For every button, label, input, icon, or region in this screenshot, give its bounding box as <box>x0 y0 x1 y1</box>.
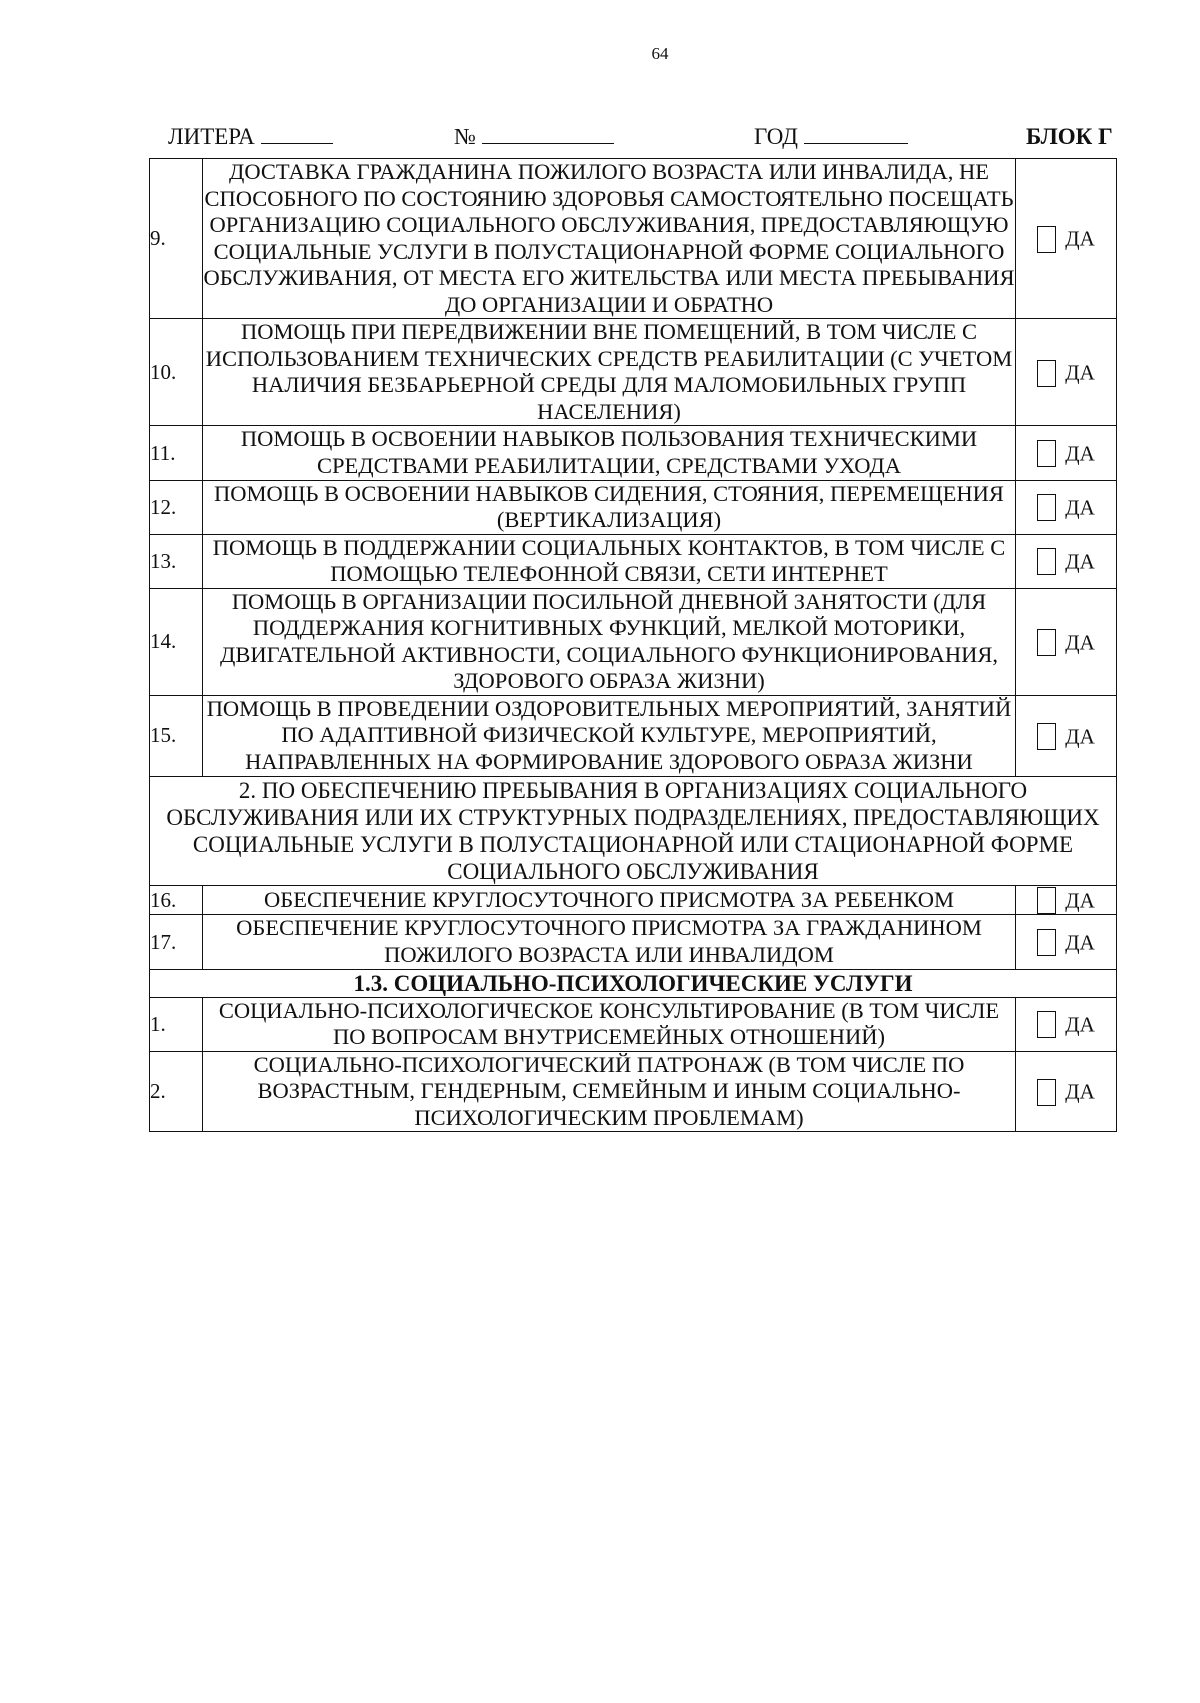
yes-label: ДА <box>1065 549 1095 574</box>
section-2-heading: 2. ПО ОБЕСПЕЧЕНИЮ ПРЕБЫВАНИЯ В ОРГАНИЗАЦИЯХ СОЦИАЛЬНОГО ОБСЛУЖИВАНИЯ ИЛИ ИХ СТРУКТУРНЫХ ПОДРАЗДЕЛЕНИЯХ, ПРЕДОСТАВЛЯЮЩИХ СОЦИАЛЬНЫЕ УСЛУГИ В ПОЛУСТАЦИОНАРНОЙ ИЛИ СТАЦИОНАРНОЙ ФОРМЕ СОЦИАЛЬНОГО ОБСЛУЖИВАНИЯ <box>150 776 1117 886</box>
row-number: 10. <box>150 319 203 426</box>
section-1-3-row <box>150 969 1117 997</box>
section-1-3-title: 1.3. СОЦИАЛЬНО-ПСИХОЛОГИЧЕСКИЕ УСЛУГИ <box>150 969 1117 997</box>
yes-checkbox-cell <box>1016 534 1117 588</box>
litera-group <box>168 124 333 150</box>
service-row <box>150 426 1117 480</box>
service-row <box>150 588 1117 695</box>
yes-label: ДА <box>1065 495 1095 520</box>
service-description: ПОМОЩЬ В ОСВОЕНИИ НАВЫКОВ СИДЕНИЯ, СТОЯНИЯ, ПЕРЕМЕЩЕНИЯ (ВЕРТИКАЛИЗАЦИЯ) <box>203 480 1016 534</box>
yes-checkbox[interactable] <box>1037 548 1056 575</box>
yes-checkbox-cell <box>1016 1051 1117 1132</box>
service-row <box>150 319 1117 426</box>
yes-label: ДА <box>1065 1012 1095 1037</box>
service-description: СОЦИАЛЬНО-ПСИХОЛОГИЧЕСКОЕ КОНСУЛЬТИРОВАНИЕ (В ТОМ ЧИСЛЕ ПО ВОПРОСАМ ВНУТРИСЕМЕЙНЫХ ОТНОШЕНИЙ) <box>203 997 1016 1051</box>
yes-checkbox-cell <box>1016 588 1117 695</box>
yes-checkbox-cell <box>1016 997 1117 1051</box>
rows-group-b <box>150 886 1117 969</box>
year-group <box>754 124 908 150</box>
yes-checkbox[interactable] <box>1037 360 1056 387</box>
yes-checkbox[interactable] <box>1037 629 1056 656</box>
yes-checkbox[interactable] <box>1037 226 1056 253</box>
row-number: 2. <box>150 1051 203 1132</box>
service-description: ПОМОЩЬ В ОСВОЕНИИ НАВЫКОВ ПОЛЬЗОВАНИЯ ТЕХНИЧЕСКИМИ СРЕДСТВАМИ РЕАБИЛИТАЦИИ, СРЕДСТВАМИ УХОДА <box>203 426 1016 480</box>
yes-label: ДА <box>1065 441 1095 466</box>
row-number: 11. <box>150 426 203 480</box>
row-number: 13. <box>150 534 203 588</box>
page-number: 64 <box>651 44 669 63</box>
service-row <box>150 915 1117 969</box>
rows-group-c <box>150 997 1117 1132</box>
yes-checkbox[interactable] <box>1037 1011 1056 1038</box>
service-description: ПОМОЩЬ ПРИ ПЕРЕДВИЖЕНИИ ВНЕ ПОМЕЩЕНИЙ, В ТОМ ЧИСЛЕ С ИСПОЛЬЗОВАНИЕМ ТЕХНИЧЕСКИХ СРЕДСТВ РЕАБИЛИТАЦИИ (С УЧЕТОМ НАЛИЧИЯ БЕЗБАРЬЕРНОЙ СРЕДЫ ДЛЯ МАЛОМОБИЛЬНЫХ ГРУПП НАСЕЛЕНИЯ) <box>203 319 1016 426</box>
yes-checkbox-cell <box>1016 159 1117 319</box>
service-row <box>150 695 1117 776</box>
service-description: ПОМОЩЬ В ПРОВЕДЕНИИ ОЗДОРОВИТЕЛЬНЫХ МЕРОПРИЯТИЙ, ЗАНЯТИЙ ПО АДАПТИВНОЙ ФИЗИЧЕСКОЙ КУЛЬТУРЕ, МЕРОПРИЯТИЙ, НАПРАВЛЕННЫХ НА ФОРМИРОВАНИЕ ЗДОРОВОГО ОБРАЗА ЖИЗНИ <box>203 695 1016 776</box>
yes-checkbox[interactable] <box>1037 440 1056 467</box>
yes-checkbox-cell <box>1016 886 1117 915</box>
yes-label: ДА <box>1065 360 1095 385</box>
form-header <box>168 124 1123 156</box>
yes-checkbox-cell <box>1016 695 1117 776</box>
yes-label: ДА <box>1065 888 1095 913</box>
service-row <box>150 159 1117 319</box>
yes-checkbox[interactable] <box>1037 1079 1056 1106</box>
yes-label: ДА <box>1065 1079 1095 1104</box>
yes-label: ДА <box>1065 226 1095 251</box>
litera-label: ЛИТЕРА <box>168 124 255 149</box>
row-number: 1. <box>150 997 203 1051</box>
rows-group-a <box>150 159 1117 777</box>
number-label: № <box>454 124 476 149</box>
service-description: ДОСТАВКА ГРАЖДАНИНА ПОЖИЛОГО ВОЗРАСТА ИЛИ ИНВАЛИДА, НЕ СПОСОБНОГО ПО СОСТОЯНИЮ ЗДОРОВЬЯ САМОСТОЯТЕЛЬНО ПОСЕЩАТЬ ОРГАНИЗАЦИЮ СОЦИАЛЬНОГО ОБСЛУЖИВАНИЯ, ПРЕДОСТАВЛЯЮЩУЮ СОЦИАЛЬНЫЕ УСЛУГИ В ПОЛУСТАЦИОНАРНОЙ ФОРМЕ СОЦИАЛЬНОГО ОБСЛУЖИВАНИЯ, ОТ МЕСТА ЕГО ЖИТЕЛЬСТВА ИЛИ МЕСТА ПРЕБЫВАНИЯ ДО ОРГАНИЗАЦИИ И ОБРАТНО <box>203 159 1016 319</box>
service-description: ПОМОЩЬ В ОРГАНИЗАЦИИ ПОСИЛЬНОЙ ДНЕВНОЙ ЗАНЯТОСТИ (ДЛЯ ПОДДЕРЖАНИЯ КОГНИТИВНЫХ ФУНКЦИЙ, МЕЛКОЙ МОТОРИКИ, ДВИГАТЕЛЬНОЙ АКТИВНОСТИ, СОЦИАЛЬНОГО ФУНКЦИОНИРОВАНИЯ, ЗДОРОВОГО ОБРАЗА ЖИЗНИ) <box>203 588 1016 695</box>
service-row <box>150 480 1117 534</box>
row-number: 12. <box>150 480 203 534</box>
service-row <box>150 1051 1117 1132</box>
service-row <box>150 886 1117 915</box>
yes-checkbox-cell <box>1016 480 1117 534</box>
litera-field[interactable] <box>261 125 333 144</box>
yes-checkbox[interactable] <box>1037 723 1056 750</box>
section-2-group <box>150 776 1117 886</box>
service-description: ПОМОЩЬ В ПОДДЕРЖАНИИ СОЦИАЛЬНЫХ КОНТАКТОВ, В ТОМ ЧИСЛЕ С ПОМОЩЬЮ ТЕЛЕФОННОЙ СВЯЗИ, СЕТИ ИНТЕРНЕТ <box>203 534 1016 588</box>
yes-checkbox-cell <box>1016 915 1117 969</box>
yes-checkbox[interactable] <box>1037 887 1056 914</box>
service-description: ОБЕСПЕЧЕНИЕ КРУГЛОСУТОЧНОГО ПРИСМОТРА ЗА ГРАЖДАНИНОМ ПОЖИЛОГО ВОЗРАСТА ИЛИ ИНВАЛИДОМ <box>203 915 1016 969</box>
number-field[interactable] <box>482 125 614 144</box>
yes-checkbox-cell <box>1016 426 1117 480</box>
yes-label: ДА <box>1065 630 1095 655</box>
section-1-3-group <box>150 969 1117 997</box>
section-2-row <box>150 776 1117 886</box>
yes-label: ДА <box>1065 930 1095 955</box>
row-number: 16. <box>150 886 203 915</box>
row-number: 14. <box>150 588 203 695</box>
service-row <box>150 534 1117 588</box>
yes-checkbox[interactable] <box>1037 494 1056 521</box>
service-row <box>150 997 1117 1051</box>
services-table <box>149 158 1117 1132</box>
year-field[interactable] <box>804 125 908 144</box>
year-label: ГОД <box>754 124 798 149</box>
yes-checkbox-cell <box>1016 319 1117 426</box>
yes-label: ДА <box>1065 724 1095 749</box>
yes-checkbox[interactable] <box>1037 929 1056 956</box>
block-label: БЛОК Г <box>1026 124 1113 149</box>
service-description: ОБЕСПЕЧЕНИЕ КРУГЛОСУТОЧНОГО ПРИСМОТРА ЗА РЕБЕНКОМ <box>203 886 1016 915</box>
number-group <box>454 124 614 150</box>
row-number: 17. <box>150 915 203 969</box>
row-number: 9. <box>150 159 203 319</box>
row-number: 15. <box>150 695 203 776</box>
service-description: СОЦИАЛЬНО-ПСИХОЛОГИЧЕСКИЙ ПАТРОНАЖ (В ТОМ ЧИСЛЕ ПО ВОЗРАСТНЫМ, ГЕНДЕРНЫМ, СЕМЕЙНЫМ И ИНЫМ СОЦИАЛЬНО-ПСИХОЛОГИЧЕСКИМ ПРОБЛЕМАМ) <box>203 1051 1016 1132</box>
